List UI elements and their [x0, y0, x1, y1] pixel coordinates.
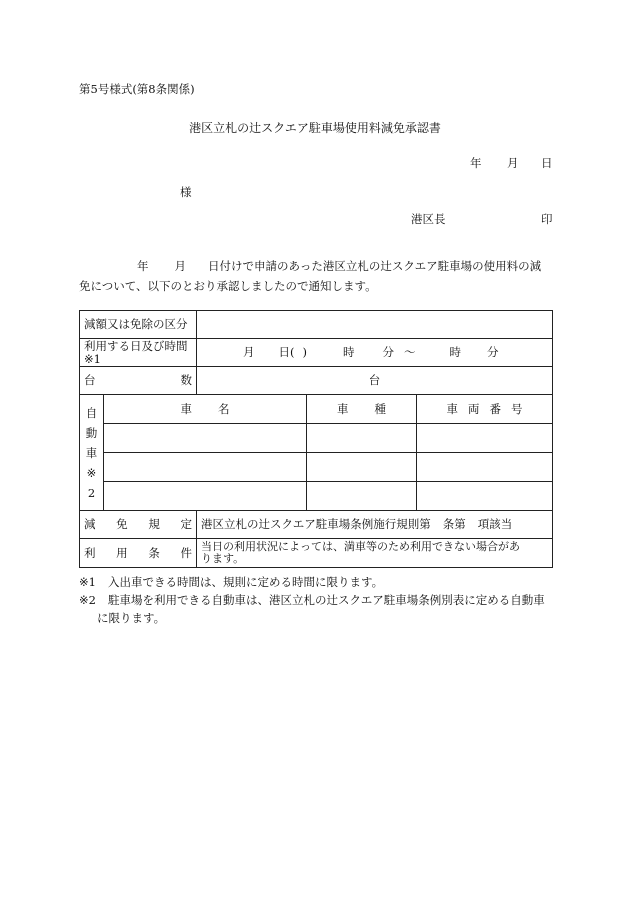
vehicle-name-cell — [104, 453, 307, 482]
vehicle-type-cell — [307, 453, 417, 482]
vehicle-row — [80, 482, 553, 511]
header-char: 種 — [374, 401, 386, 416]
note-mark: ※2 — [79, 593, 96, 607]
condition-label — [80, 539, 197, 568]
usage-row — [80, 339, 553, 367]
rule-value — [197, 511, 553, 539]
count-row — [80, 367, 553, 395]
condition-row — [80, 539, 553, 568]
usage-label-line1: 利用する日及び時間 — [84, 338, 188, 353]
rule-text2: 条第 — [442, 517, 466, 531]
rule-text1: 港区立札の辻スクエア駐車場条例施行規則第 — [201, 517, 431, 531]
notification-body — [79, 256, 554, 296]
header-char: 番 — [489, 401, 501, 416]
body-line2: 免について、以下のとおり承認しましたので通知します。 — [79, 279, 377, 293]
note-mark: ※1 — [79, 575, 96, 589]
header-char: 車 — [180, 401, 192, 416]
vehicle-type-header — [307, 395, 417, 424]
usage-value — [197, 339, 553, 367]
vehicle-plate-cell — [417, 482, 553, 511]
body-year: 年 — [137, 259, 149, 273]
reduction-label: 減額又は免除の区分 — [80, 311, 197, 339]
usage-minute2: 分 — [487, 345, 499, 359]
header-char: 車 — [337, 401, 349, 416]
body-line1: 日付けで申請のあった港区立札の辻スクエア駐車場の使用料の減 — [208, 259, 542, 273]
usage-day: 日( — [278, 345, 295, 359]
rule-label-char: 免 — [116, 517, 128, 531]
date-year-label: 年 — [470, 156, 482, 170]
vehicle-side-char: 自 — [85, 405, 98, 420]
vehicle-name-cell — [104, 482, 307, 511]
notes — [79, 573, 545, 627]
usage-minute1: 分 — [382, 345, 394, 359]
header-char: 号 — [511, 401, 523, 416]
count-label-right: 数 — [180, 373, 192, 387]
seal-mark: 印 — [541, 212, 553, 226]
usage-label — [80, 339, 197, 367]
condition-label-char: 用 — [116, 545, 128, 560]
reduction-value — [197, 311, 553, 339]
vehicle-type-cell — [307, 482, 417, 511]
date-month-label: 月 — [507, 156, 519, 170]
count-label — [80, 367, 197, 395]
rule-row — [80, 511, 553, 539]
rule-label-char: 規 — [148, 517, 160, 531]
vehicle-header-row — [80, 395, 553, 424]
condition-label-char: 利 — [84, 545, 96, 560]
vehicle-plate-header — [417, 395, 553, 424]
vehicle-name-header — [104, 395, 307, 424]
usage-label-line2: ※1 — [84, 351, 101, 366]
header-char: 車 — [446, 401, 458, 416]
date-day-label: 日 — [541, 156, 553, 170]
addressee-suffix: 様 — [180, 185, 192, 199]
vehicle-plate-cell — [417, 424, 553, 453]
rule-label-char: 定 — [180, 517, 192, 531]
vehicle-type-cell — [307, 424, 417, 453]
approval-table — [79, 310, 553, 568]
rule-text3: 項該当 — [477, 517, 513, 531]
vehicle-row — [80, 453, 553, 482]
count-value: 台 — [197, 367, 553, 395]
vehicle-name-cell — [104, 424, 307, 453]
vehicle-side-char: 車 — [85, 445, 98, 460]
usage-hour1: 時 — [343, 345, 355, 359]
usage-month: 月 — [243, 345, 255, 359]
rule-label — [80, 511, 197, 539]
form-number: 第5号様式(第8条関係) — [79, 82, 195, 96]
vehicle-row — [80, 424, 553, 453]
rule-label-char: 減 — [84, 517, 96, 531]
vehicle-side-label — [80, 395, 104, 511]
issuer-title: 港区長 — [411, 212, 446, 226]
vehicle-side-char: 動 — [85, 425, 98, 440]
note-item — [79, 573, 545, 591]
note-item — [79, 591, 545, 609]
condition-line2: ります。 — [201, 552, 245, 565]
note-text: 駐車場を利用できる自動車は、港区立札の辻スクエア駐車場条例別表に定める自動車 — [108, 593, 545, 607]
count-label-left: 台 — [84, 373, 96, 387]
usage-paren: ) — [302, 345, 307, 359]
usage-hour2: 時 — [449, 345, 461, 359]
document-title: 港区立札の辻スクエア駐車場使用料減免承認書 — [189, 121, 441, 135]
note-text: 入出車できる時間は、規則に定める時間に限ります。 — [108, 575, 384, 589]
header-char: 名 — [218, 401, 230, 416]
condition-value — [197, 539, 553, 568]
condition-label-char: 件 — [180, 545, 192, 560]
note-continuation: に限ります。 — [97, 611, 166, 625]
header-char: 両 — [468, 401, 480, 416]
vehicle-side-char: 2 — [87, 485, 96, 500]
condition-line1: 当日の利用状況によっては、満車等のため利用できない場合があ — [201, 540, 520, 553]
condition-label-char: 条 — [148, 545, 160, 560]
reduction-row — [80, 311, 553, 339]
vehicle-side-char: ※ — [86, 465, 97, 480]
body-month: 月 — [174, 259, 186, 273]
vehicle-plate-cell — [417, 453, 553, 482]
usage-tilde: ～ — [404, 345, 416, 359]
